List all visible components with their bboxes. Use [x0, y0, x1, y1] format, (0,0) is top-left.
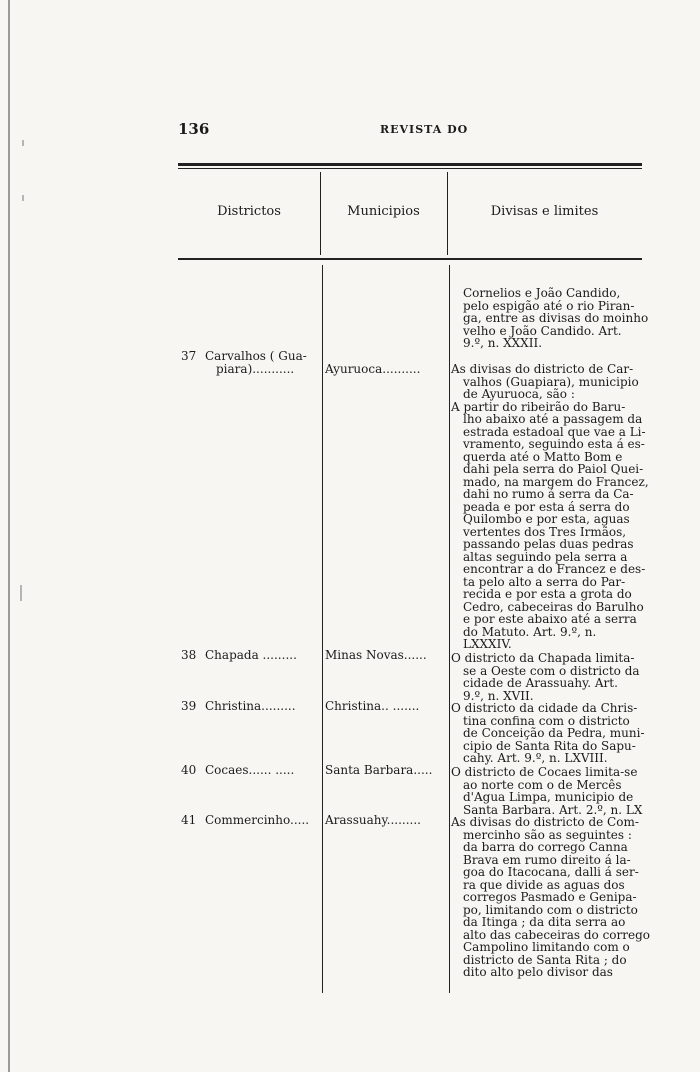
edge-mark [22, 195, 24, 201]
district-name: Carvalhos ( Gua- [205, 349, 307, 363]
text-line: vertentes dos Tres Irmãos, [463, 524, 627, 539]
text-line: As divisas do districto de Com- [451, 815, 639, 829]
text-line: 9.º, n. XXXII. [463, 336, 543, 350]
text-line: ga, entre as divisas do moinho [463, 311, 649, 325]
text-line: corregos Pasmado e Genipa- [463, 890, 637, 904]
text-line: O districto de Cocaes limita-se [451, 765, 638, 779]
continued-divisas [463, 287, 655, 350]
divisas-text [451, 652, 643, 702]
text-line: tina confina com o districto [463, 713, 630, 728]
text-line: districto de Santa Rita ; do [463, 952, 627, 967]
district-entry [181, 350, 307, 363]
column-header-districtos: Districtos [217, 204, 281, 219]
text-line: de Ayuruoca, são : [463, 387, 575, 401]
text-line: ra que divide as aguas dos [463, 877, 625, 892]
district-name-cont: piara)........... [216, 362, 295, 376]
text-line: cahy. Art. 9.º, n. LXVIII. [463, 751, 608, 765]
text-line: dito alto pelo divisor das [463, 965, 613, 979]
text-line: Cornelios e João Candido, [463, 286, 621, 300]
divisas-text [451, 815, 650, 979]
divisas-text [451, 362, 649, 651]
header-rule [178, 258, 642, 260]
text-line: altas seguindo pela serra a [463, 549, 628, 564]
text-line: O districto da cidade da Chris- [451, 701, 638, 715]
text-line: de Conceição da Pedra, muni- [463, 726, 645, 740]
entry-number: 37 [181, 349, 197, 363]
top-rule [178, 163, 642, 166]
edge-mark [22, 140, 24, 146]
text-line: velho e João Candido. Art. [463, 323, 622, 338]
district-entry [181, 649, 297, 662]
district-name: Chapada ......... [205, 648, 297, 662]
text-line: LXXXIV. [463, 637, 512, 651]
text-line: cidade de Arassuahy. Art. [463, 676, 618, 690]
text-line: O districto da Chapada limita- [451, 651, 635, 665]
text-line: da barra do corrego Canna [463, 840, 628, 854]
entry-number: 39 [181, 699, 197, 713]
text-line: pelo espigão até o rio Piran- [463, 298, 635, 313]
text-line: Cedro, cabeceiras do Barulho [463, 599, 644, 614]
text-line: ao norte com o de Mercês [463, 777, 622, 792]
text-line: As divisas do districto de Car- [451, 362, 634, 376]
municipio-name: Minas Novas...... [325, 648, 427, 662]
divisas-text [451, 766, 643, 816]
text-line: lho abaixo até a passagem da [463, 412, 643, 426]
column-header-municipios: Municipios [347, 204, 420, 219]
text-line: mercinho são as seguintes : [463, 827, 632, 842]
entry-number: 40 [181, 763, 197, 777]
column-header-divisas: Divisas e limites [490, 204, 599, 219]
text-line: se a Oeste com o districto da [463, 663, 640, 678]
text-line: valhos (Guapiara), municipio [463, 374, 639, 389]
district-entry [181, 814, 309, 827]
district-name: Christina......... [205, 699, 296, 713]
text-line: do Matuto. Art. 9.º, n. [463, 624, 597, 639]
text-line: encontrar a do Francez e des- [463, 562, 646, 576]
text-line: alto das cabeceiras do corrego [463, 927, 650, 942]
text-line: d'Agua Limpa, municipio de [463, 790, 634, 804]
text-line: estrada estadoal que vae a Li- [463, 424, 646, 439]
text-line: po, limitando com o districto [463, 902, 638, 917]
text-line: recida e por esta a grota do [463, 587, 632, 601]
text-line: Santa Barbara. Art. 2.º, n. LX [463, 802, 643, 817]
district-entry [181, 700, 296, 713]
text-line: vramento, seguindo esta á es- [463, 437, 645, 451]
text-line: A partir do ribeirão do Baru- [451, 399, 626, 414]
edge-mark [20, 585, 22, 601]
text-line: querda até o Matto Bom e [463, 449, 623, 464]
text-line: Campolino limitando com o [463, 940, 630, 954]
municipio-name: Christina.. ....... [325, 699, 420, 713]
text-line: dahi no rumo á serra da Ca- [463, 487, 634, 501]
column-divider [322, 265, 323, 993]
page-header [178, 120, 642, 140]
running-head: REVISTA DO [380, 123, 469, 136]
district-entry [181, 764, 294, 777]
page-number: 136 [178, 120, 210, 138]
text-line: 9.º, n. XVII. [463, 688, 534, 703]
top-rule-thin [178, 168, 642, 169]
municipio-name: Arassuahy......... [325, 813, 421, 827]
district-name: Commercinho..... [205, 813, 310, 827]
text-line: Quilombo e por esta, aguas [463, 512, 630, 526]
text-line: mado, na margem do Francez, [463, 474, 649, 489]
text-line: goa do Itacocana, dalli á ser- [463, 865, 639, 879]
page-edge [8, 0, 10, 1072]
column-divider [449, 265, 450, 993]
municipio-name: Ayuruoca.......... [325, 362, 421, 376]
text-line: peada e por esta á serra do [463, 499, 630, 514]
entry-number: 38 [181, 648, 197, 662]
text-line: Brava em rumo direito á la- [463, 852, 631, 867]
divisas-text [451, 702, 643, 765]
text-line: e por este abaixo até a serra [463, 612, 637, 626]
text-line: cipio de Santa Rita do Sapu- [463, 738, 636, 753]
entry-number: 41 [181, 813, 197, 827]
text-line: da Itinga ; da dita serra ao [463, 915, 626, 929]
text-line: ta pelo alto a serra do Par- [463, 574, 626, 589]
district-name: Cocaes...... ..... [205, 763, 295, 777]
text-line: passando pelas duas pedras [463, 537, 634, 551]
municipio-name: Santa Barbara..... [325, 763, 433, 777]
text-line: dahi pela serra do Paiol Quei- [463, 462, 644, 476]
